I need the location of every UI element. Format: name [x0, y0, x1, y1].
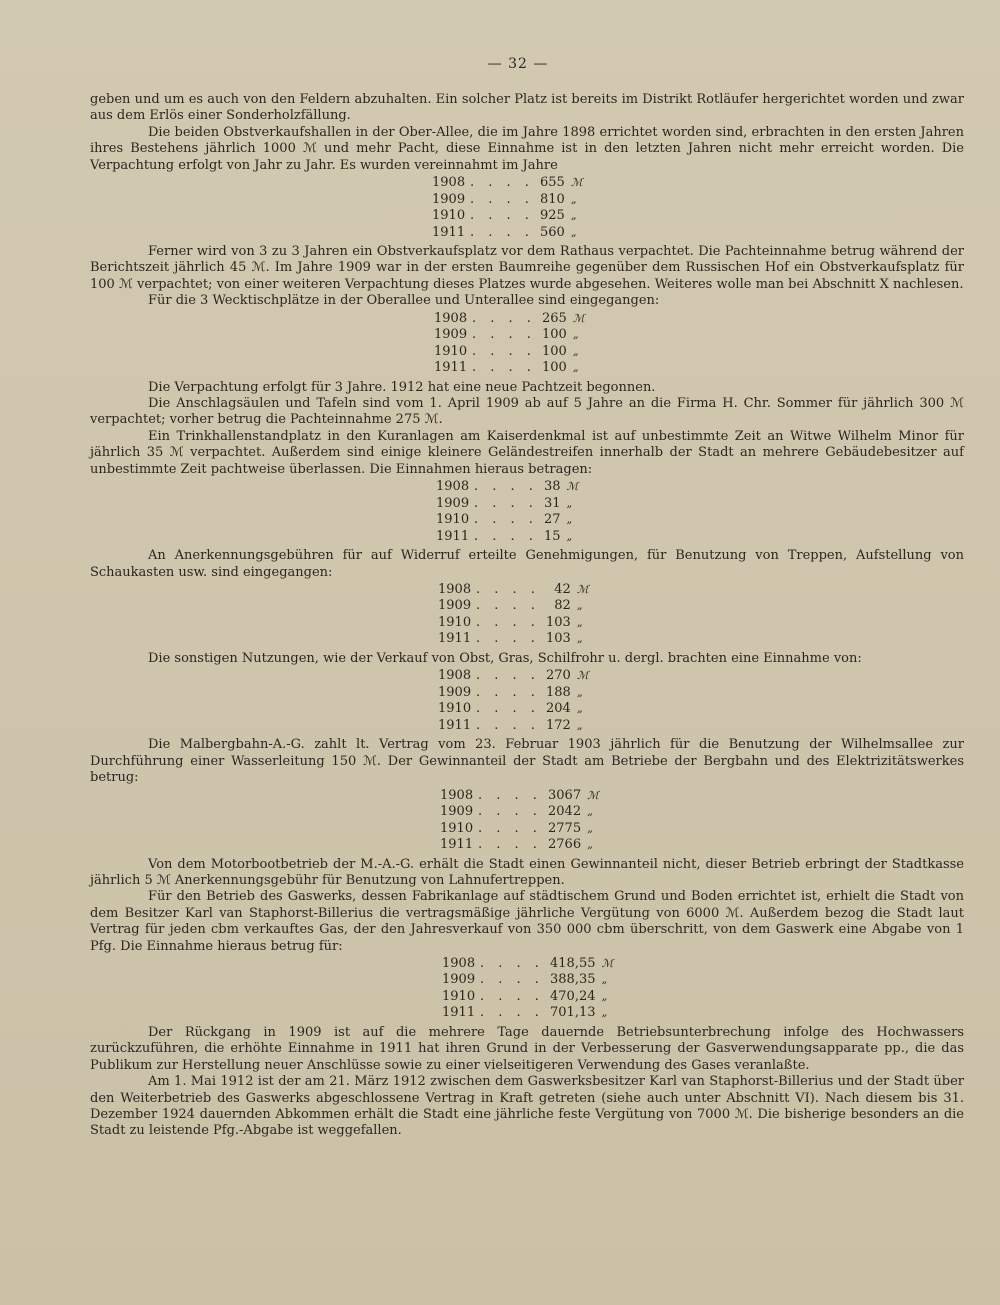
value-cell: 15 [544, 528, 561, 544]
paragraph: Ferner wird von 3 zu 3 Jahren ein Obstverkaufsplatz vor dem Rathaus verpachtet. Die Pachteinnahme betrug während der Berichtszeit jährlich 45 ℳ. Im Jahre 1909 war in der ersten Baumreihe gegenüber dem Russischen Hof ein Obstverkaufsplatz für 100 ℳ verpachtet; von einer weiteren Verpachtung dieses Platzes wurde abgesehen. Weiteres wolle man bei Abschnitt X nachlesen. [90, 244, 964, 292]
year-cell: 1909 [436, 495, 470, 511]
leader-dots: . . . . [476, 717, 540, 733]
unit-cell: „ [566, 496, 573, 510]
year-cell: 1908 [438, 581, 472, 597]
value-cell: 265 [542, 310, 567, 326]
table-row [434, 327, 585, 344]
revenue-table [432, 175, 583, 241]
unit-cell: ℳ [587, 788, 599, 802]
unit-cell: ℳ [576, 582, 589, 596]
value-cell: 103 [546, 631, 571, 647]
leader-dots: . . . . [478, 820, 542, 836]
page-number: — 32 — [487, 56, 549, 72]
table-row [438, 631, 589, 648]
year-cell: 1909 [442, 972, 476, 988]
leader-dots: . . . . [476, 668, 540, 684]
year-cell: 1908 [434, 310, 468, 326]
year-cell: 1911 [432, 224, 466, 240]
table-row [440, 804, 599, 821]
unit-cell: „ [576, 632, 583, 646]
leader-dots: . . . . [474, 512, 538, 528]
table-row [434, 360, 585, 377]
unit-cell: „ [576, 599, 583, 613]
year-cell: 1911 [442, 1005, 476, 1021]
table-row [436, 479, 578, 496]
leader-dots: . . . . [472, 310, 536, 326]
value-cell: 925 [540, 208, 565, 224]
unit-cell: „ [601, 989, 608, 1003]
paragraph: Die beiden Obstverkaufshallen in der Ober-Allee, die im Jahre 1898 errichtet worden sind, erbrachten in den ersten Jahren ihres Bestehens jährlich 1000 ℳ und mehr Pacht, diese Einnahme ist in den letzten Jahren nicht mehr erreicht worden. Die Verpachtung erfolgt von Jahr zu Jahr. Es wurden vereinnahmt im Jahre [90, 124, 964, 173]
year-cell: 1909 [438, 598, 472, 614]
leader-dots: . . . . [480, 1005, 544, 1021]
leader-dots: . . . . [470, 175, 534, 191]
table-row [432, 225, 583, 242]
value-cell: 388,35 [550, 972, 596, 988]
revenue-table [434, 311, 585, 377]
leader-dots: . . . . [476, 581, 540, 597]
table-row [438, 685, 589, 702]
year-cell: 1911 [434, 360, 468, 376]
value-cell: 2766 [548, 837, 582, 853]
revenue-table [436, 479, 578, 545]
paragraph: Die sonstigen Nutzungen, wie der Verkauf von Obst, Gras, Schilfrohr u. dergl. brachten eine Einnahme von: [148, 650, 862, 666]
year-cell: 1908 [432, 175, 466, 191]
table-row [432, 208, 583, 225]
leader-dots: . . . . [474, 495, 538, 511]
value-cell: 188 [546, 684, 571, 700]
value-cell: 38 [544, 479, 561, 495]
leader-dots: . . . . [472, 343, 536, 359]
value-cell: 810 [540, 191, 565, 207]
leader-dots: . . . . [478, 787, 542, 803]
leader-dots: . . . . [472, 327, 536, 343]
year-cell: 1910 [434, 343, 468, 359]
paragraph: Für den Betrieb des Gaswerks, dessen Fabrikanlage auf städtischem Grund und Boden errichtet ist, erhielt die Stadt von dem Besitzer Karl van Staphorst-Billerius die vertragsmäßige jährliche Vergütung von 6000 ℳ. Außerdem bezog die Stadt laut Vertrag für jeden cbm verkauftes Gas, der den Jahresverkauf von 350 000 cbm überschritt, von dem Gaswerk eine Abgabe von 1 Pfg. Die Einnahme hieraus betrug für: [90, 889, 964, 954]
value-cell: 31 [544, 495, 561, 511]
value-cell: 42 [554, 581, 571, 597]
table-row [440, 788, 599, 805]
leader-dots: . . . . [480, 972, 544, 988]
paragraph: An Anerkennungsgebühren für auf Widerruf erteilte Genehmigungen, für Benutzung von Treppen, Aufstellung von Schaukasten usw. sind eingegangen: [90, 548, 964, 580]
unit-cell: „ [572, 328, 579, 342]
unit-cell: ℳ [570, 176, 583, 190]
unit-cell: ℳ [576, 669, 589, 683]
table-row [440, 821, 599, 838]
value-cell: 560 [540, 224, 565, 240]
value-cell: 27 [544, 512, 561, 528]
unit-cell: „ [587, 821, 593, 835]
paragraph: Die Malbergbahn-A.-G. zahlt lt. Vertrag vom 23. Februar 1903 jährlich für die Benutzung der Wilhelmsallee zur Durchführung einer Wasserleitung 150 ℳ. Der Gewinnanteil der Stadt am Betriebe der Bergbahn und des Elektrizitätswerkes betrug: [90, 737, 964, 786]
paragraph: Die Anschlagsäulen und Tafeln sind vom 1. April 1909 ab auf 5 Jahre an die Firma H. Chr. Sommer für jährlich 300 ℳ verpachtet; vorher betrug die Pachteinnahme 275 ℳ. [90, 396, 964, 428]
unit-cell: „ [601, 973, 608, 987]
unit-cell: „ [566, 513, 573, 527]
value-cell: 100 [542, 327, 567, 343]
leader-dots: . . . . [470, 208, 534, 224]
table-row [440, 837, 599, 854]
value-cell: 655 [540, 175, 565, 191]
year-cell: 1911 [440, 837, 474, 853]
leader-dots: . . . . [470, 224, 534, 240]
table-row [438, 668, 589, 685]
leader-dots: . . . . [474, 479, 538, 495]
leader-dots: . . . . [476, 701, 540, 717]
value-cell: 100 [542, 360, 567, 376]
year-cell: 1910 [438, 701, 472, 717]
table-row [438, 701, 589, 718]
year-cell: 1910 [442, 988, 476, 1004]
table-row [438, 582, 589, 599]
table-row [436, 496, 578, 513]
year-cell: 1908 [442, 955, 476, 971]
table-row [438, 615, 589, 632]
paragraph: Für die 3 Wecktischplätze in der Oberallee und Unterallee sind eingegangen: [148, 293, 660, 309]
year-cell: 1909 [440, 804, 474, 820]
unit-cell: „ [601, 1006, 608, 1020]
table-row [442, 989, 613, 1006]
table-row [436, 529, 578, 546]
unit-cell: „ [566, 529, 573, 543]
unit-cell: „ [572, 361, 579, 375]
unit-cell: „ [587, 838, 593, 852]
table-row [438, 718, 589, 735]
unit-cell: „ [576, 615, 583, 629]
revenue-table [442, 956, 613, 1022]
year-cell: 1910 [436, 512, 470, 528]
leader-dots: . . . . [480, 955, 544, 971]
table-row [442, 1005, 613, 1022]
leader-dots: . . . . [476, 614, 540, 630]
unit-cell: „ [587, 805, 593, 819]
table-row [434, 311, 585, 328]
value-cell: 2775 [548, 820, 582, 836]
year-cell: 1910 [438, 614, 472, 630]
unit-cell: ℳ [566, 480, 579, 494]
unit-cell: „ [570, 209, 577, 223]
paragraph: geben und um es auch von den Feldern abzuhalten. Ein solcher Platz ist bereits im Distrikt Rotläufer hergerichtet worden und zwar aus dem Erlös einer Sonderholzfällung. [90, 92, 964, 124]
table-row [432, 192, 583, 209]
unit-cell: ℳ [572, 311, 585, 325]
leader-dots: . . . . [476, 598, 540, 614]
value-cell: 82 [554, 598, 571, 614]
value-cell: 172 [546, 717, 571, 733]
value-cell: 204 [546, 701, 571, 717]
unit-cell: „ [576, 718, 583, 732]
leader-dots: . . . . [476, 684, 540, 700]
year-cell: 1909 [438, 684, 472, 700]
revenue-table [438, 668, 589, 734]
leader-dots: . . . . [470, 191, 534, 207]
year-cell: 1910 [440, 820, 474, 836]
table-row [442, 972, 613, 989]
leader-dots: . . . . [472, 360, 536, 376]
unit-cell: „ [570, 192, 577, 206]
year-cell: 1909 [432, 191, 466, 207]
table-row [438, 598, 589, 615]
paragraph: Der Rückgang in 1909 ist auf die mehrere Tage dauernde Betriebsunterbrechung infolge des Hochwassers zurückzuführen, die erhöhte Einnahme in 1911 hat ihren Grund in der Verbesserung der Gasverwendungsapparate pp., die das Publikum zur Herstellung neuer Anschlüsse sowie zu einer vielseitigeren Verwendung des Gases veranlaßte. [90, 1024, 964, 1073]
value-cell: 2042 [548, 804, 582, 820]
value-cell: 3067 [548, 787, 582, 803]
paragraph: Am 1. Mai 1912 ist der am 21. März 1912 zwischen dem Gaswerksbesitzer Karl van Staphorst-Billerius und der Stadt über den Weiterbetrieb des Gaswerks abgeschlossene Vertrag in Kraft getreten (siehe auch unter Abschnitt VI). Nach diesem bis 31. Dezember 1924 dauernden Abkommen erhält die Stadt eine jährliche feste Vergütung von 7000 ℳ. Die bisherige besonders an die Stadt zu leistende Pfg.-Abgabe ist weggefallen. [90, 1074, 964, 1139]
value-cell: 270 [546, 668, 571, 684]
leader-dots: . . . . [480, 988, 544, 1004]
paragraph: Die Verpachtung erfolgt für 3 Jahre. 1912 hat eine neue Pachtzeit begonnen. [148, 379, 656, 395]
year-cell: 1908 [440, 787, 474, 803]
year-cell: 1908 [438, 668, 472, 684]
table-row [442, 956, 613, 973]
revenue-table [438, 582, 589, 648]
table-row [436, 512, 578, 529]
table-row [432, 175, 583, 192]
body-text [90, 92, 964, 1140]
unit-cell: „ [570, 225, 577, 239]
table-row [434, 344, 585, 361]
year-cell: 1911 [436, 528, 470, 544]
leader-dots: . . . . [476, 631, 540, 647]
unit-cell: „ [576, 702, 583, 716]
value-cell: 418,55 [550, 955, 596, 971]
leader-dots: . . . . [478, 804, 542, 820]
value-cell: 103 [546, 614, 571, 630]
year-cell: 1910 [432, 208, 466, 224]
year-cell: 1911 [438, 717, 472, 733]
year-cell: 1911 [438, 631, 472, 647]
unit-cell: ℳ [601, 956, 614, 970]
leader-dots: . . . . [474, 528, 538, 544]
unit-cell: „ [576, 685, 583, 699]
paragraph: Ein Trinkhallenstandplatz in den Kuranlagen am Kaiserdenkmal ist auf unbestimmte Zeit an Witwe Wilhelm Minor für jährlich 35 ℳ verpachtet. Außerdem sind einige kleinere Geländestreifen innerhalb der Stadt an mehrere Gebäudebesitzer auf unbestimmte Zeit pachtweise überlassen. Die Einnahmen hieraus betragen: [90, 428, 964, 477]
year-cell: 1908 [436, 479, 470, 495]
unit-cell: „ [572, 344, 579, 358]
leader-dots: . . . . [478, 837, 542, 853]
revenue-table [440, 788, 599, 854]
value-cell: 701,13 [550, 1005, 596, 1021]
value-cell: 470,24 [550, 988, 596, 1004]
year-cell: 1909 [434, 327, 468, 343]
value-cell: 100 [542, 343, 567, 359]
paragraph: Von dem Motorbootbetrieb der M.-A.-G. erhält die Stadt einen Gewinnanteil nicht, dieser Betrieb erbringt der Stadtkasse jährlich 5 ℳ Anerkennungsgebühr für Benutzung von Lahnufertreppen. [90, 856, 964, 888]
